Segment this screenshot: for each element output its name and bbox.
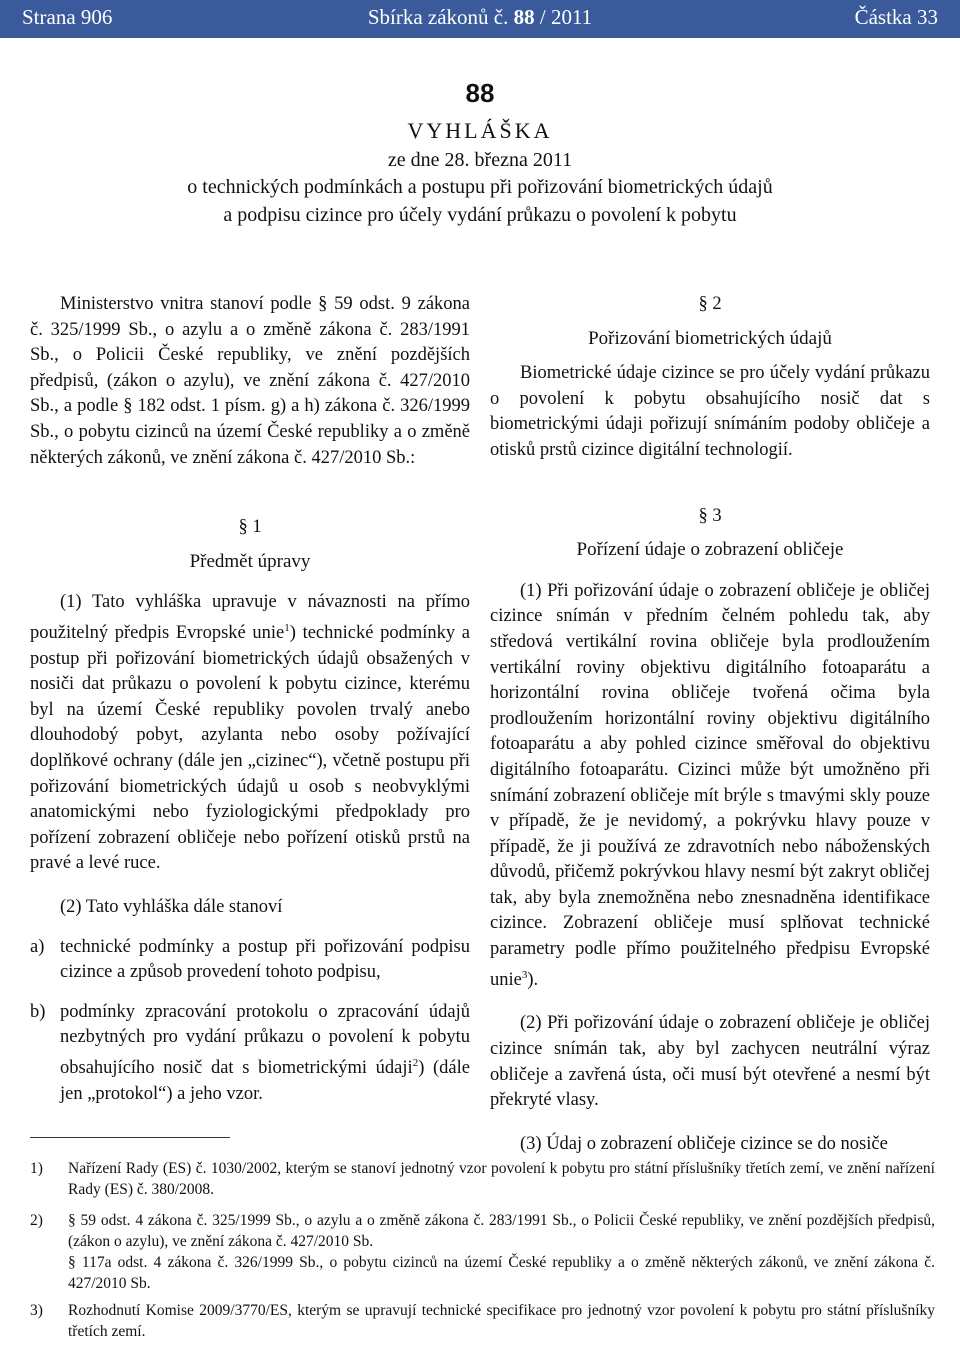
document-type: VYHLÁŠKA	[407, 118, 553, 143]
footnote-3	[30, 1300, 935, 1342]
footnote-3-text: Rozhodnutí Komise 2009/3770/ES, kterým se upravují technické specifikace pro jednotný vzor povolení k pobytu pro státní příslušníky třetích zemí.	[68, 1302, 935, 1340]
section-3-paragraph-1	[490, 579, 930, 994]
collection-number: 88	[513, 5, 535, 29]
collection-title	[0, 5, 960, 30]
list-item-b-text-a: podmínky zpracování protokolu o zpracování údajů nezbytných pro vydání průkazu o povolení k pobytu obsahujícího nosič dat s biometrickými údaji	[60, 1001, 470, 1079]
s3p1-text-a: (1) Při pořizování údaje o zobrazení obličeje je obličej cizince snímán v předním čelném pohledu tak, aby středová vertikální rovina obličeje byla prodloužením vertikální roviny objektivu digitálního fotoaparátu a horizontální rovina obličeje tvořená očima byla prodloužením horizontální roviny objektivu digitálního fotoaparátu a aby pohled cizince směřoval do objektivu digitálního fotoaparátu. Cizinci může být umožněno při snímání zobrazení obličeje mít brýle s tmavými skly pouze v případě, že je nevidomý, a pokrývku hlavy pouze v případě, že ji používá ze zdravotních nebo náboženských důvodů, přičemž pokrývkou hlavy nesmí být zakryt obličej tak, aby byla znemožněna nebo znesnadněna identifikace cizince. Zobrazení obličeje musí splňovat technické parametry podle přímo použitelného předpisu Evropské unie	[490, 580, 930, 990]
page-number: Strana 906	[22, 5, 113, 29]
s3p1-text-b: ).	[527, 969, 539, 990]
section-2-title: Pořizování biometrických údajů	[588, 327, 832, 349]
footnote-ref-2[interactable]: 2	[412, 1057, 419, 1069]
collection-year: / 2011	[534, 5, 593, 29]
section-3-paragraph-2: (2) Při pořizování údaje o zobrazení obličeje je obličej cizince snímán tak, aby byl zachycen neutrální výraz obličeje a zavřená ústa, oči musí být otevřené a nesmí být překryté vlasy.	[490, 1013, 930, 1111]
document-number: 88	[465, 78, 495, 108]
list-item-b-text-b: ) (dále jen „protokol“) a jeho vzor.	[60, 1058, 470, 1104]
footnote-2-text-a: § 59 odst. 4 zákona č. 325/1999 Sb., o azylu a o změně zákona č. 283/1991 Sb., o Policii České republiky, ve znění pozdějších předpisů, (zákon o azylu), ve znění zákona č. 427/2010 Sb.	[68, 1212, 935, 1250]
section-3-paragraph-3: (3) Údaj o zobrazení obličeje cizince se do nosiče	[520, 1133, 888, 1154]
footnote-divider	[30, 1137, 230, 1138]
list-item-a-text: technické podmínky a postup při pořizování podpisu cizince a způsob provedení tohoto podpisu,	[60, 936, 470, 983]
document-title-block	[0, 78, 960, 229]
section-1-paragraph-2: (2) Tato vyhláška dále stanoví	[60, 897, 283, 918]
right-column	[490, 292, 930, 1157]
footnote-3-label: 3)	[30, 1302, 43, 1319]
list-item-a-label: a)	[30, 936, 45, 957]
section-1-title: Předmět úpravy	[189, 550, 311, 572]
section-1-paragraph-1	[30, 590, 470, 877]
section-2-sign: § 2	[698, 294, 722, 314]
section-3-title: Pořízení údaje o zobrazení obličeje	[576, 539, 844, 561]
footnote-1-text: Nařízení Rady (ES) č. 1030/2002, kterým se stanoví jednotný vzor povolení k pobytu pro státní příslušníky třetích zemí, ve znění nařízení Rady (ES) č. 380/2008.	[68, 1160, 935, 1198]
footnote-2-label: 2)	[30, 1212, 43, 1229]
footnote-2	[30, 1210, 935, 1294]
section-2-paragraph: Biometrické údaje cizince se pro účely vydání průkazu o povolení k pobytu obsahujícího nosič dat s biometrickými údaji pořizují snímáním podoby obličeje a otisků prstů cizince digitální technologií.	[490, 363, 930, 460]
document-subject-line1: o technických podmínkách a postupu při pořizování biometrických údajů	[187, 176, 773, 198]
s1p1-text-a: (1) Tato vyhláška upravuje v návaznosti na přímo použitelný předpis Evropské unie	[30, 592, 470, 644]
list-item-b	[30, 1000, 470, 1108]
document-date: ze dne 28. března 2011	[387, 149, 573, 171]
list-item-b-text	[60, 1000, 470, 1108]
footnote-ref-3[interactable]: 3	[521, 968, 528, 981]
section-1-sign: § 1	[238, 517, 262, 538]
s1p1-text-b: ) technické podmínky a postup při pořizování biometrických údajů obsažených v nosiči dat průkazu o povolení k pobytu cizince, kterému byl na území České republiky povolen trvalý anebo dlouhodobý pobyt, azylanta nebo osoby požívající doplňkové ochrany (dále jen „cizinec“), včetně postupu při pořizování biometrických údajů u osob s neobvyklými anatomickými nebo fyziologickými předpoklady pro pořízení zobrazení obličeje nebo pořízení otisků prstů na pravé a levé ruce.	[30, 623, 470, 874]
left-column	[30, 292, 470, 1107]
part-number: Částka 33	[854, 5, 938, 29]
footnote-1-label: 1)	[30, 1160, 43, 1177]
list-item-a	[30, 935, 470, 986]
section-3-sign: § 3	[698, 505, 722, 526]
preamble: Ministerstvo vnitra stanoví podle § 59 odst. 9 zákona č. 325/1999 Sb., o azylu a o změně zákona č. 283/1991 Sb., o Policii České republiky, ve znění pozdějších předpisů, (zákon o azylu), ve znění zákona č. 427/2010 Sb., a podle § 182 odst. 1 písm. g) a h) zákona č. 326/1999 Sb., o pobytu cizinců na území České republiky a o změně některých zákonů, ve znění zákona č. 427/2010 Sb.:	[30, 294, 470, 468]
list-item-b-label: b)	[30, 1001, 46, 1022]
footnote-ref-1[interactable]: 1	[284, 621, 290, 634]
document-subject-line2: a podpisu cizince pro účely vydání průkazu o povolení k pobytu	[223, 204, 737, 226]
collection-prefix: Sbírka zákonů č.	[367, 5, 514, 29]
footnote-2-text-b: § 117a odst. 4 zákona č. 326/1999 Sb., o pobytu cizinců na území České republiky a o změně některých zákonů, ve znění zákona č. 427/2010 Sb.	[68, 1254, 935, 1292]
page-header	[0, 0, 960, 38]
footnote-1	[30, 1158, 935, 1200]
